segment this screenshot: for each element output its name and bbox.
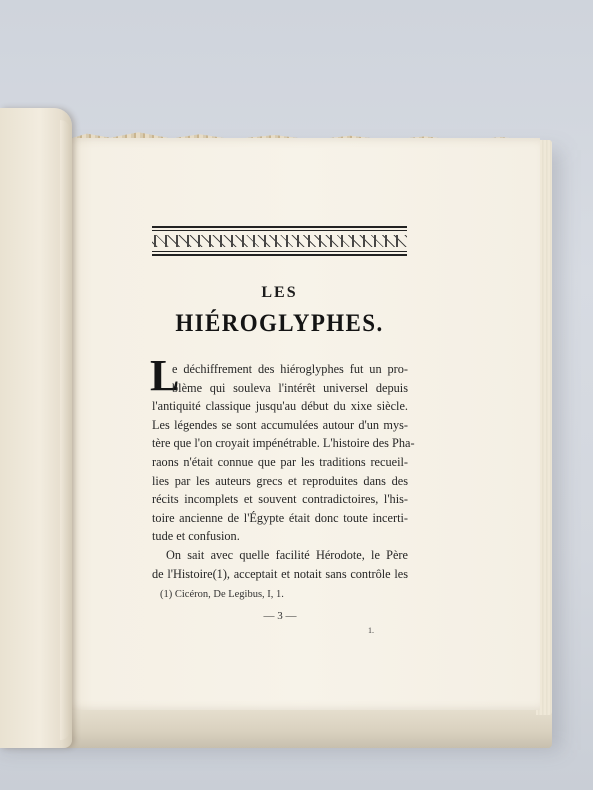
book-block-bottom <box>40 708 552 748</box>
footnote: (1) Cicéron, De Legibus, I, 1. <box>160 589 284 600</box>
body-text <box>152 360 415 583</box>
text-line: tère que l'on croyait impénétrable. L'histoire des Pha- <box>152 436 415 451</box>
text-line: l'antiquité classique jusqu'au début du xixe siècle. <box>152 399 408 414</box>
text-line: tude et confusion. <box>152 529 240 544</box>
text-line: On sait avec quelle facilité Hérodote, le Père <box>166 547 408 562</box>
text-line: blème qui souleva l'intérêt universel depuis <box>172 380 408 395</box>
text-line: raons n'était connue que par les traditions recueil- <box>152 454 408 469</box>
signature-mark: 1. <box>368 626 374 635</box>
drop-cap: L <box>150 351 180 400</box>
text-line: récits incomplets et souvent contradictoires, l'his- <box>152 492 408 507</box>
chapter-heading-small: LES <box>261 284 298 301</box>
text-line: e déchiffrement des hiéroglyphes fut un pro- <box>172 362 408 376</box>
left-leaf-edge <box>60 120 70 740</box>
ornamental-header-band <box>152 226 407 258</box>
text-line: lies par les auteurs grecs et reproduites dans des <box>152 473 408 488</box>
top-rule <box>152 226 407 228</box>
ornament-pattern <box>152 235 407 247</box>
page-number: — 3 — <box>263 610 297 622</box>
text-line: de l'Histoire(1), acceptait et notait sans contrôle les <box>152 566 408 581</box>
top-thin-rule <box>152 230 407 231</box>
text-line: toire ancienne de l'Égypte était donc toute incerti- <box>152 510 408 525</box>
bottom-thin-rule <box>152 251 407 252</box>
bottom-rule <box>152 254 407 256</box>
text-line: Les légendes se sont accumulées autour d'un mys- <box>152 417 408 432</box>
chapter-title: HIÉROGLYPHES. <box>175 310 384 337</box>
